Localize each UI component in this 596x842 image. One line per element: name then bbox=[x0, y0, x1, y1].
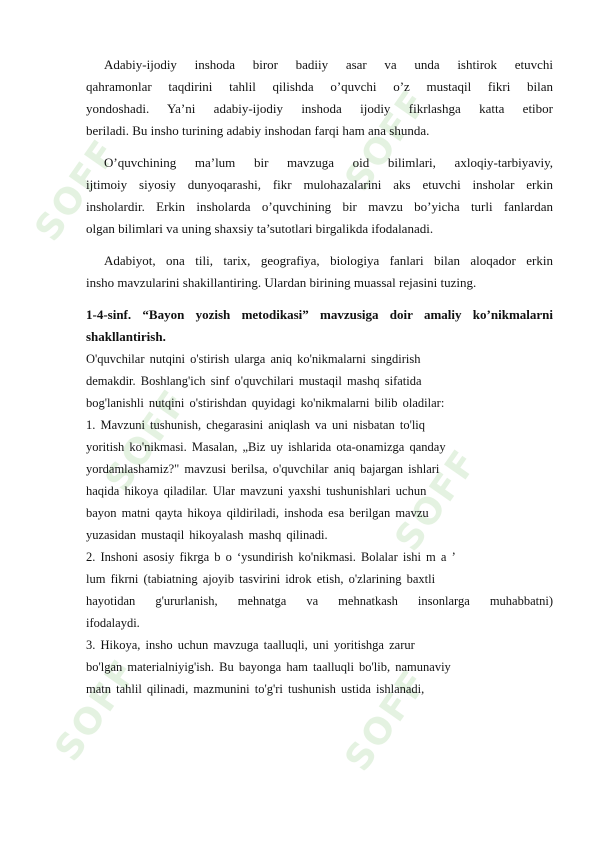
body-line: 1. Mavzuni tushunish, chegarasini aniqlash va uni nisbatan to'liq bbox=[86, 418, 426, 432]
paragraph-1 bbox=[86, 54, 553, 142]
body-line: demakdir. Boshlang'ich sinf o'quvchilari mustaqil mashq sifatida bbox=[86, 374, 422, 388]
body-line: bog'lanishli nutqini o'stirishdan quyidagi ko'nikmalarni bilib oladilar: bbox=[86, 396, 445, 410]
text-line: insho mavzularini shakillantiring. Ulardan birining muassal rejasini tuzing. bbox=[86, 275, 477, 290]
text-line: O’quvchining ma’lum bir mavzuga oid bilimlari, axloqiy-tarbiyaviy, bbox=[104, 155, 553, 170]
body-line: haqida hikoya qiladilar. Ular mavzuni yaxshi tushunishlari uchun bbox=[86, 484, 427, 498]
body-line: yordamlashamiz?" mavzusi berilsa, o'quvchilar aniq bajargan ishlari bbox=[86, 462, 440, 476]
paragraph-3 bbox=[86, 250, 553, 294]
heading-line: shakllantirish. bbox=[86, 329, 166, 344]
heading-line: 1-4-sinf. “Bayon yozish metodikasi” mavzusiga doir amaliy ko’nikmalarni bbox=[86, 307, 553, 322]
document-content bbox=[86, 54, 553, 700]
text-line: beriladi. Bu insho turining adabiy inshodan farqi ham ana shunda. bbox=[86, 123, 430, 138]
section-heading bbox=[86, 304, 553, 348]
body-line: lum fikrni (tabiatning ajoyib tasvirini idrok etish, o'zlarining baxtli bbox=[86, 572, 436, 586]
text-line: qahramonlar taqdirini tahlil qilishda o’quvchi o’z mustaqil fikri bilan bbox=[86, 79, 553, 94]
body-line: matn tahlil qilinadi, mazmunini to'g'ri tushunish ustida ishlanadi, bbox=[86, 682, 425, 696]
body-line: yuzasidan mustaqil hikoyalash mashq qilinadi. bbox=[86, 528, 328, 542]
body-line: 2. Inshoni asosiy fikrga b o ‘ysundirish ko'nikmasi. Bolalar ishi m a ’ bbox=[86, 550, 456, 564]
body-line: bayon matni qayta hikoya qildiriladi, inshoda esa berilgan mavzu bbox=[86, 506, 429, 520]
watermark: SOFF bbox=[337, 662, 437, 779]
body-line: O'quvchilar nutqini o'stirish ularga aniq ko'nikmalarni singdirish bbox=[86, 352, 421, 366]
text-line: ijtimoiy siyosiy dunyoqarashi, fikr mulohazalarini aks etuvchi insholar erkin bbox=[86, 177, 553, 192]
watermark: SOFF bbox=[97, 382, 197, 499]
body-line: yoritish ko'nikmasi. Masalan, „Biz uy ishlarida ota-onamizga qanday bbox=[86, 440, 446, 454]
body-text bbox=[86, 348, 553, 700]
text-line: olgan bilimlari va uning shaxsiy ta’sutotlari birgalikda ifodalanadi. bbox=[86, 221, 434, 236]
body-line: 3. Hikoya, insho uchun mavzuga taalluqli, uni yoritishga zarur bbox=[86, 638, 415, 652]
body-line: hayotidan g'ururlanish, mehnatga va mehnatkash insonlarga muhabbatni) bbox=[86, 594, 553, 608]
body-line: bo'lgan materialniyig'ish. Bu bayonga ham taalluqli bo'lib, namunaviy bbox=[86, 660, 451, 674]
watermark: SOFF bbox=[27, 132, 127, 249]
text-line: Adabiy-ijodiy inshoda biror badiiy asar va unda ishtirok etuvchi bbox=[104, 57, 553, 72]
watermark: SOFF bbox=[47, 652, 147, 769]
text-line: Adabiyot, ona tili, tarix, geografiya, biologiya fanlari bilan aloqador erkin bbox=[104, 253, 553, 268]
text-line: yondoshadi. Ya’ni adabiy-ijodiy inshoda ijodiy fikrlashga katta etibor bbox=[86, 101, 553, 116]
watermark: SOFF bbox=[337, 82, 437, 199]
text-line: insholardir. Erkin insholarda o’quvchining bir mavzu bo’yicha turli fanlardan bbox=[86, 199, 553, 214]
paragraph-2 bbox=[86, 152, 553, 240]
watermark: SOFF bbox=[387, 442, 487, 559]
body-line: ifodalaydi. bbox=[86, 616, 140, 630]
